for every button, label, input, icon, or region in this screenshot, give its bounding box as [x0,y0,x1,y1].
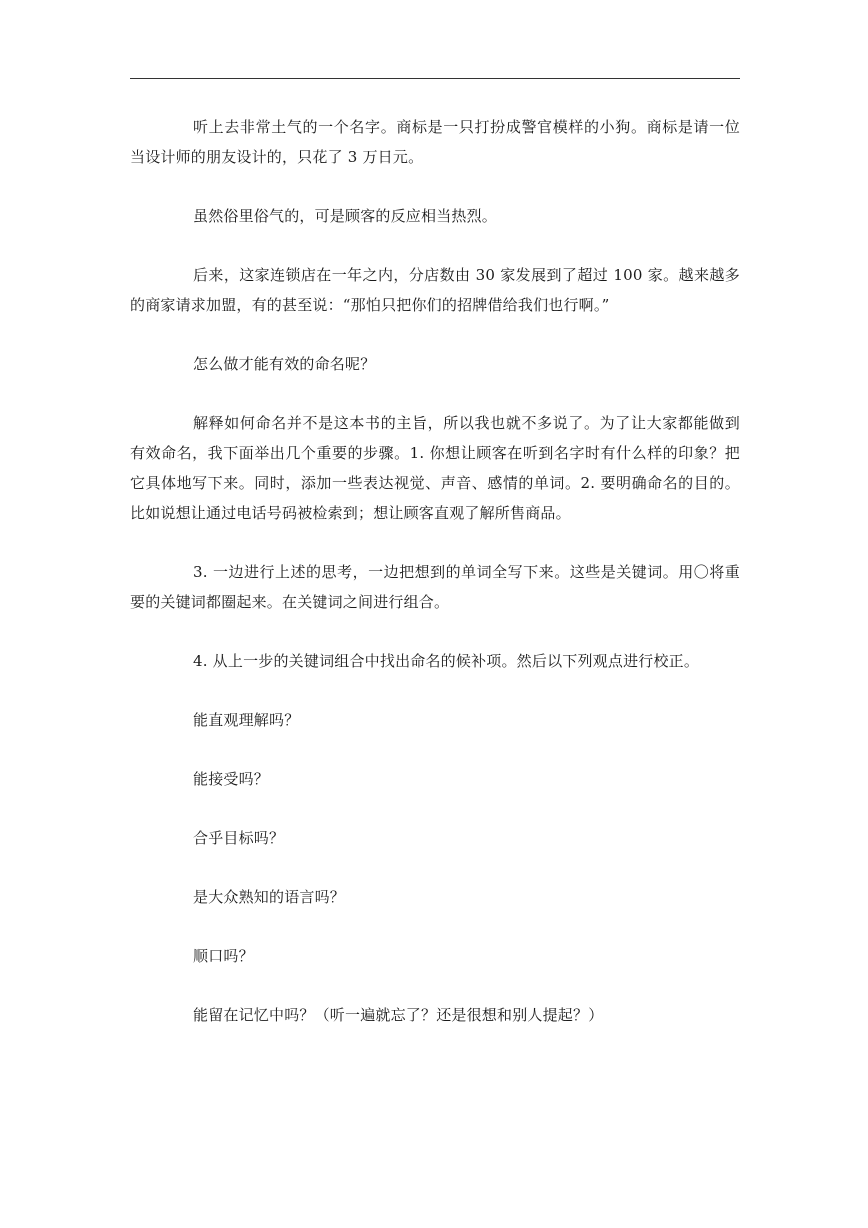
paragraph: 虽然俗里俗气的，可是顾客的反应相当热烈。 [193,207,498,225]
checklist-question: 能接受吗？ [193,770,270,788]
document-body [130,112,740,1030]
paragraph: 4. 从上一步的关键词组合中找出命名的候补项。然后以下列观点进行校正。 [193,652,700,670]
paragraph: 解释如何命名并不是这本书的主旨，所以我也就不多说了。为了让大家都能做到有效命名，我下面举出几个重要的步骤。1. 你想让顾客在听到名字时有什么样的印象？把它具体地写下来。同时，添加一些表达视觉、声音、感情的单词。2. 要明确命名的目的。比如说想让通过电话号码被检索到；想让顾客直观了解所售商品。 [130,414,740,522]
paragraph: 3. 一边进行上述的思考，一边把想到的单词全写下来。这些是关键词。用〇将重要的关键词都圈起来。在关键词之间进行组合。 [130,563,740,611]
checklist-question: 是大众熟知的语言吗？ [193,888,346,906]
checklist-question: 能留在记忆中吗？（听一遍就忘了？还是很想和别人提起？） [193,1006,604,1024]
paragraph: 后来，这家连锁店在一年之内，分店数由 30 家发展到了超过 100 家。越来越多的商家请求加盟，有的甚至说：“那怕只把你们的招牌借给我们也行啊。” [130,266,740,314]
checklist-question: 顺口吗？ [193,947,254,965]
header-rule [130,78,740,79]
paragraph: 听上去非常土气的一个名字。商标是一只打扮成警官模样的小狗。商标是请一位当设计师的朋友设计的，只花了 3 万日元。 [130,118,740,166]
checklist-question: 能直观理解吗？ [193,711,300,729]
checklist-question: 合乎目标吗？ [193,829,285,847]
paragraph: 怎么做才能有效的命名呢？ [193,355,376,373]
